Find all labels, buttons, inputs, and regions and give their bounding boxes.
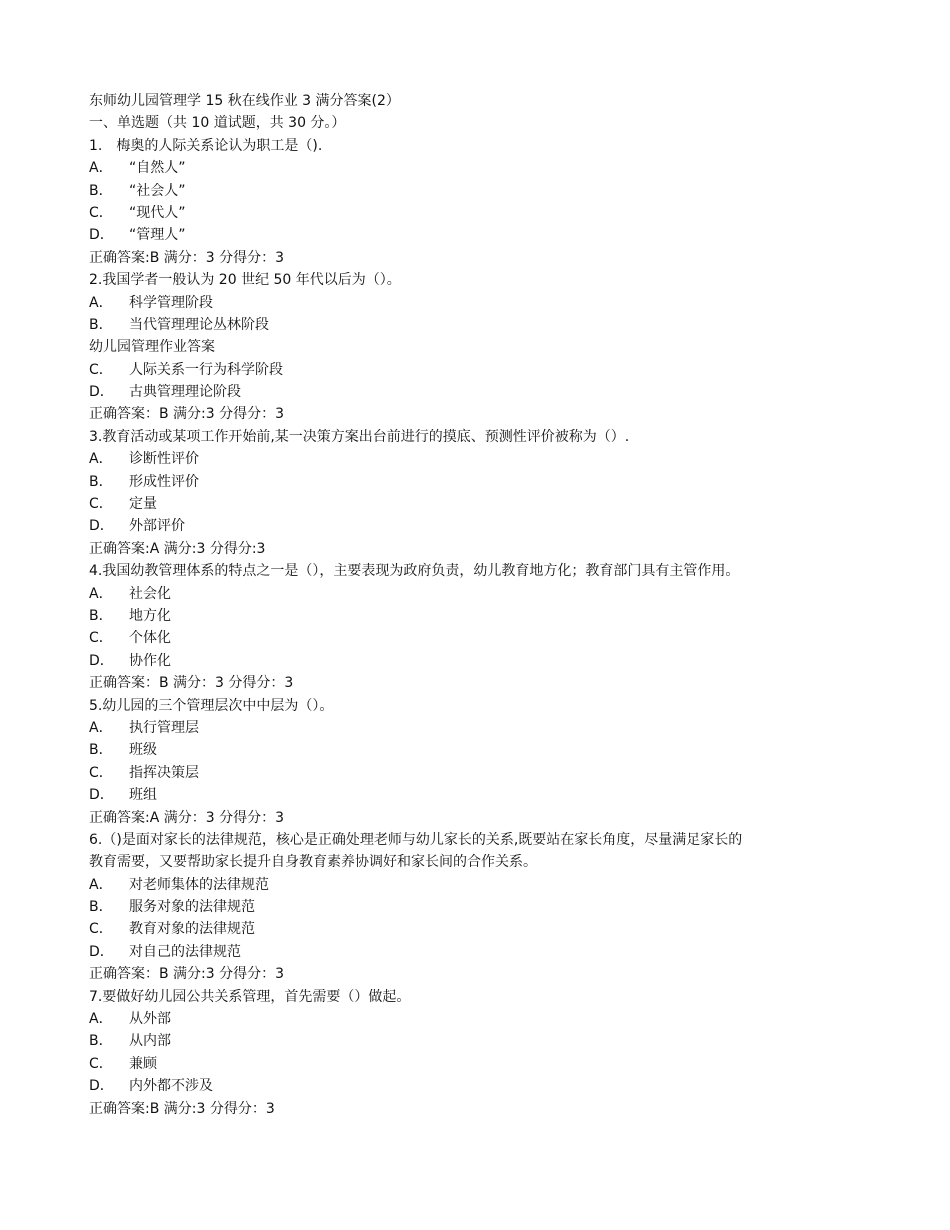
option-letter: A．	[89, 585, 113, 602]
option-letter: C．	[89, 204, 113, 221]
question-stem-6-line-2: 教育需要，又要帮助家长提升自身教育素养协调好和家长间的合作关系。	[89, 854, 537, 871]
option-b	[89, 1030, 889, 1052]
option-letter: C．	[89, 1055, 113, 1072]
option-text: 内外都不涉及	[129, 1078, 213, 1095]
option-d	[89, 1075, 889, 1097]
answer-line-5: 正确答案:A 满分：3 分得分：3	[89, 809, 285, 826]
inline-note: 幼儿园管理作业答案	[89, 339, 215, 356]
option-letter: C．	[89, 630, 113, 647]
option-c	[89, 359, 889, 381]
option-text: 对自己的法律规范	[129, 943, 241, 960]
option-letter: D．	[89, 1078, 114, 1095]
option-text: “管理人”	[129, 227, 186, 244]
question-stem-4: 4.我国幼教管理体系的特点之一是（），主要表现为政府负责，幼儿教育地方化；教育部门具有主管作用。	[89, 563, 740, 580]
question-stem-5: 5.幼儿园的三个管理层次中中层为（）。	[89, 697, 334, 714]
option-text: 个体化	[129, 630, 171, 647]
option-letter: B．	[89, 607, 113, 624]
option-letter: B．	[89, 473, 113, 490]
option-text: 从内部	[129, 1033, 171, 1050]
option-text: 对老师集体的法律规范	[129, 876, 269, 893]
option-letter: D．	[89, 652, 114, 669]
option-d	[89, 381, 889, 403]
question-stem-1: 1. 梅奥的人际关系论认为职工是（).	[89, 137, 323, 154]
option-b	[89, 896, 889, 918]
option-text: “自然人”	[129, 160, 186, 177]
option-letter: D．	[89, 384, 114, 401]
option-text: 人际关系一行为科学阶段	[129, 361, 283, 378]
option-text: “现代人”	[129, 204, 186, 221]
option-text: 诊断性评价	[129, 451, 199, 468]
option-text: “社会人”	[129, 182, 186, 199]
option-letter: C．	[89, 764, 113, 781]
option-text: 外部评价	[129, 518, 185, 535]
option-letter: B．	[89, 316, 113, 333]
option-text: 班组	[129, 787, 157, 804]
option-letter: A．	[89, 719, 113, 736]
option-d	[89, 784, 889, 806]
option-text: 服务对象的法律规范	[129, 899, 255, 916]
option-letter: B．	[89, 742, 113, 759]
option-letter: D．	[89, 518, 114, 535]
option-letter: A．	[89, 1011, 113, 1028]
option-d	[89, 941, 889, 963]
option-letter: A．	[89, 876, 113, 893]
option-a	[89, 583, 889, 605]
option-text: 古典管理理论阶段	[129, 384, 241, 401]
option-text: 当代管理理论丛林阶段	[129, 316, 269, 333]
option-c	[89, 627, 889, 649]
option-c	[89, 918, 889, 940]
answer-line-3: 正确答案:A 满分:3 分得分:3	[89, 540, 266, 557]
option-letter: A．	[89, 451, 113, 468]
option-text: 从外部	[129, 1011, 171, 1028]
option-letter: C．	[89, 921, 113, 938]
document-body	[89, 90, 889, 1120]
answer-line-4: 正确答案：B 满分：3 分得分：3	[89, 675, 294, 692]
option-letter: C．	[89, 361, 113, 378]
option-text: 科学管理阶段	[129, 294, 213, 311]
option-letter: A．	[89, 160, 113, 177]
option-letter: B．	[89, 182, 113, 199]
question-stem-6-line-1: 6.（)是面对家长的法律规范，核心是正确处理老师与幼儿家长的关系,既要站在家长角度，尽量满足家长的	[89, 831, 743, 848]
document-title: 东师幼儿园管理学 15 秋在线作业 3 满分答案(2）	[89, 93, 400, 109]
option-a	[89, 157, 889, 179]
option-letter: A．	[89, 294, 113, 311]
answer-line-6: 正确答案：B 满分:3 分得分：3	[89, 966, 285, 983]
answer-line-1: 正确答案:B 满分：3 分得分：3	[89, 249, 285, 266]
question-stem-3: 3.教育活动或某项工作开始前,某一决策方案出台前进行的摸底、预测性评价被称为（）.	[89, 428, 630, 445]
option-d	[89, 650, 889, 672]
option-a	[89, 292, 889, 314]
option-letter: D．	[89, 787, 114, 804]
option-text: 定量	[129, 496, 157, 513]
option-text: 教育对象的法律规范	[129, 921, 255, 938]
option-b	[89, 471, 889, 493]
option-c	[89, 493, 889, 515]
option-b	[89, 605, 889, 627]
option-a	[89, 874, 889, 896]
option-d	[89, 515, 889, 537]
answer-line-2: 正确答案：B 满分:3 分得分：3	[89, 406, 285, 423]
option-a	[89, 1008, 889, 1030]
option-letter: C．	[89, 496, 113, 513]
option-a	[89, 717, 889, 739]
option-a	[89, 448, 889, 470]
option-letter: D．	[89, 943, 114, 960]
option-text: 兼顾	[129, 1055, 157, 1072]
option-c	[89, 762, 889, 784]
option-letter: D．	[89, 227, 114, 244]
option-letter: B．	[89, 899, 113, 916]
option-text: 协作化	[129, 652, 171, 669]
option-b	[89, 739, 889, 761]
option-b	[89, 180, 889, 202]
option-d	[89, 224, 889, 246]
option-text: 形成性评价	[129, 473, 199, 490]
option-c	[89, 1053, 889, 1075]
option-text: 社会化	[129, 585, 171, 602]
question-stem-7: 7.要做好幼儿园公共关系管理，首先需要（）做起。	[89, 988, 411, 1005]
option-letter: B．	[89, 1033, 113, 1050]
option-text: 执行管理层	[129, 719, 199, 736]
option-text: 班级	[129, 742, 157, 759]
option-text: 地方化	[129, 607, 171, 624]
option-c	[89, 202, 889, 224]
option-b	[89, 314, 889, 336]
question-stem-2: 2.我国学者一般认为 20 世纪 50 年代以后为（）。	[89, 272, 401, 289]
section-heading: 一、单选题（共 10 道试题，共 30 分。）	[89, 115, 346, 132]
option-text: 指挥决策层	[129, 764, 199, 781]
answer-line-7: 正确答案:B 满分:3 分得分：3	[89, 1100, 275, 1117]
